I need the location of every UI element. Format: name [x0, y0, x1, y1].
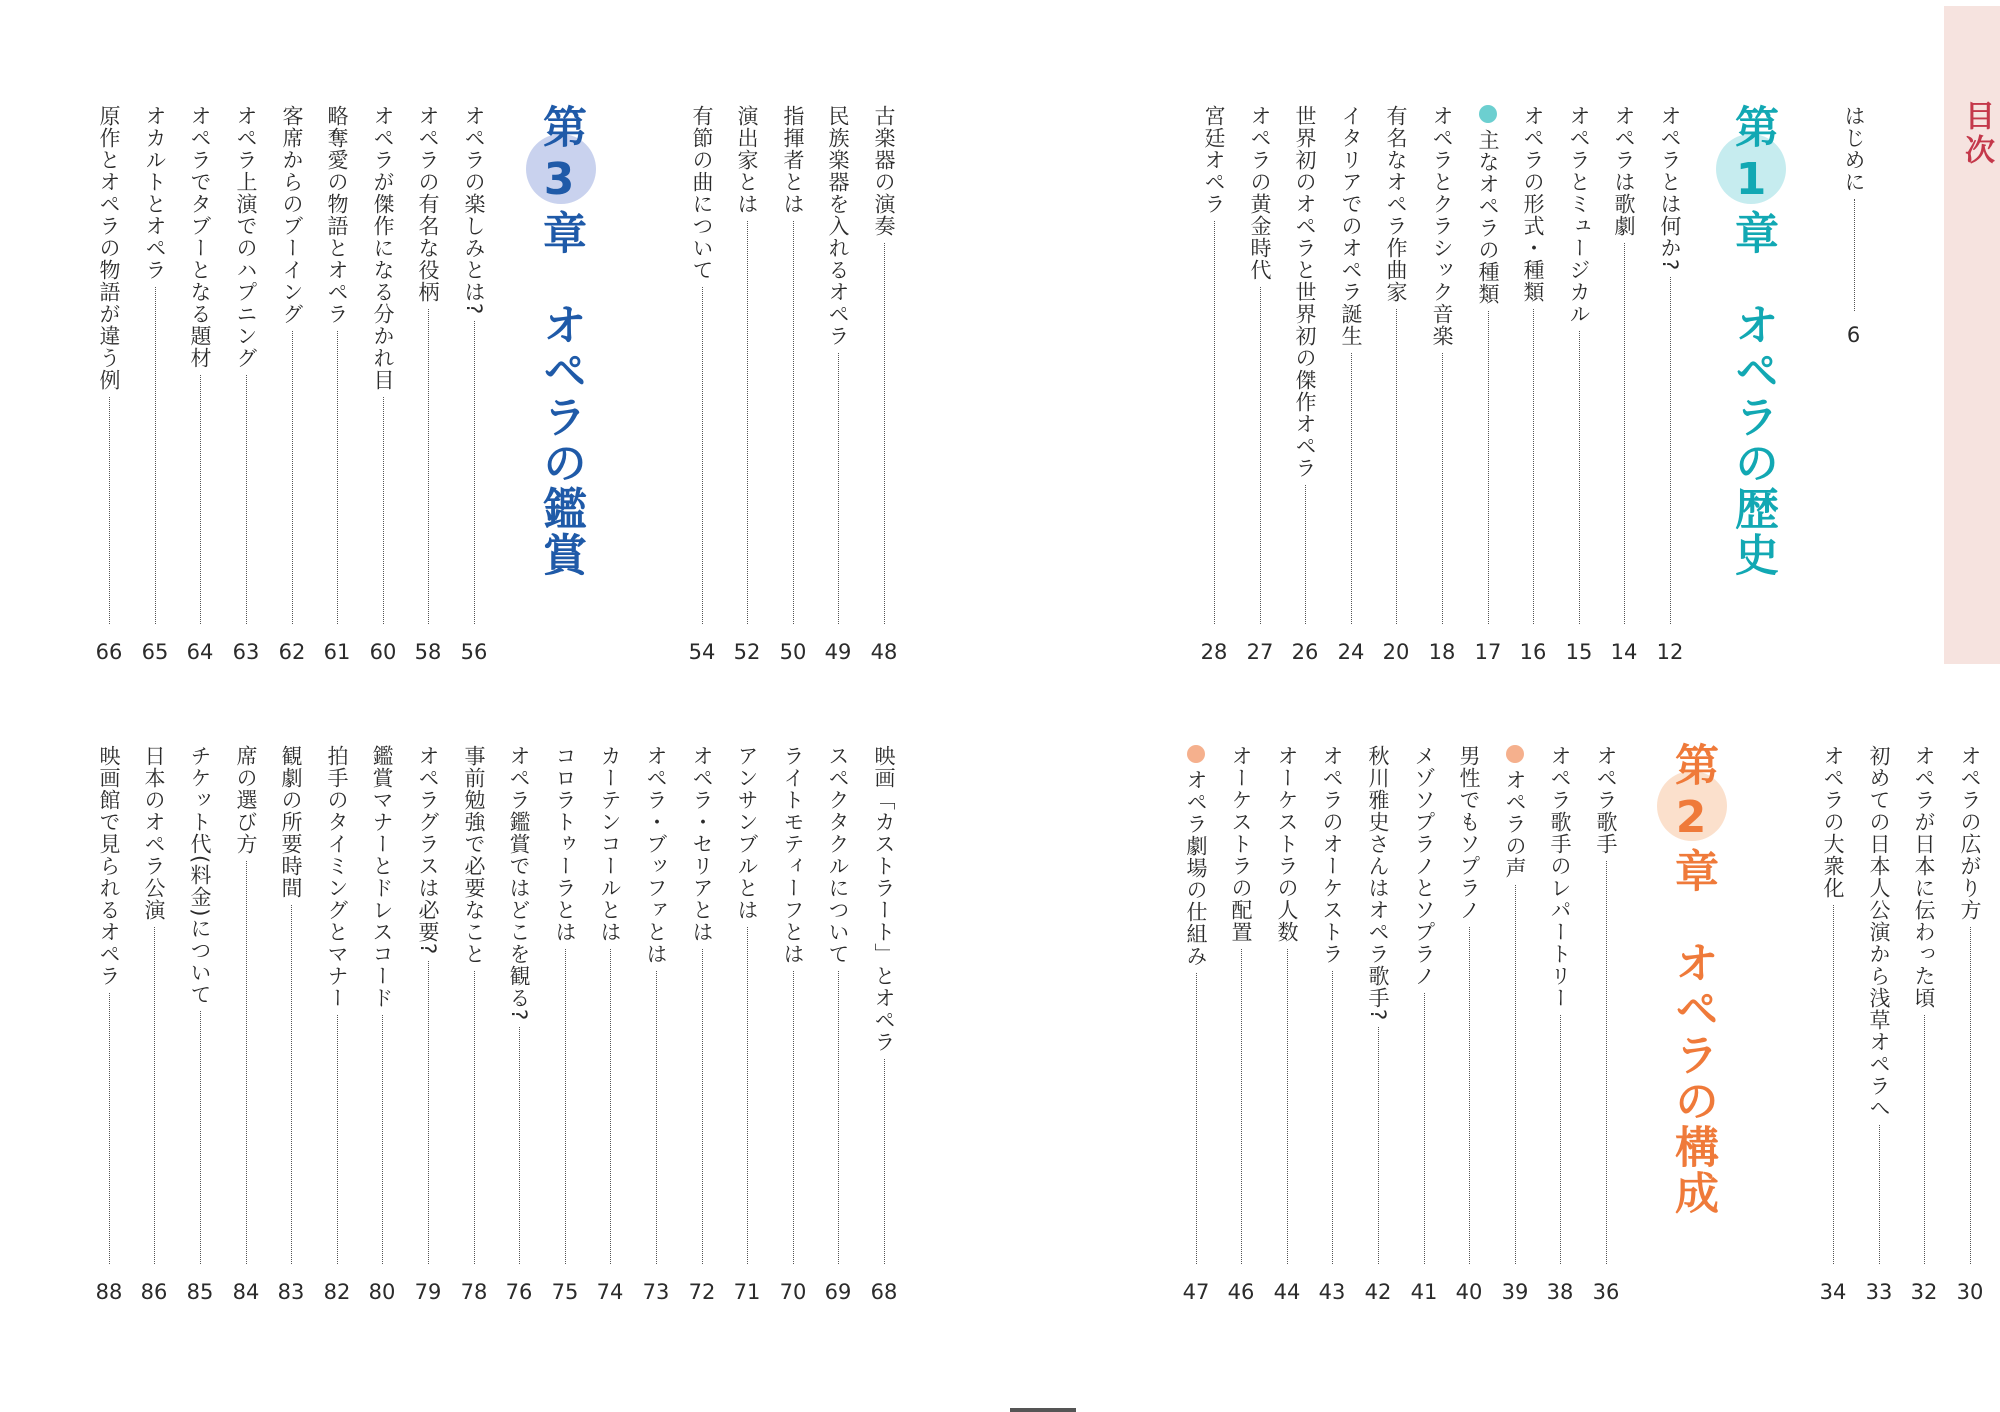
toc-entry-label: 主なオペラの種類	[1476, 129, 1500, 305]
toc-entry[interactable]	[864, 105, 904, 628]
toc-entry-page: 32	[1910, 1280, 1938, 1304]
toc-entry-label: オペラとは何か?	[1658, 105, 1682, 272]
leader-dots	[793, 971, 794, 1264]
toc-entry-label: オペラ歌手	[1594, 745, 1618, 855]
toc-entry-page: 72	[688, 1280, 716, 1304]
toc-entry[interactable]	[363, 105, 403, 628]
toc-entry-label: オペラの広がり方	[1958, 745, 1982, 921]
leader-dots	[1560, 1015, 1561, 1264]
toc-entry-page: 85	[186, 1280, 214, 1304]
toc-entry-label: オペラの形式・種類	[1521, 105, 1545, 303]
section-bullet-icon	[1187, 745, 1205, 763]
leader-dots	[1196, 973, 1197, 1264]
toc-entry[interactable]	[773, 745, 813, 1268]
leader-dots	[1351, 353, 1352, 624]
toc-entry-label: オペラ・セリアとは	[690, 745, 714, 943]
section-bullet-icon	[1479, 105, 1497, 123]
toc-entry-label: 演出家とは	[735, 105, 759, 215]
toc-entry-page: 17	[1474, 640, 1502, 664]
toc-entry[interactable]	[1285, 105, 1325, 628]
toc-entry-page: 70	[779, 1280, 807, 1304]
toc-entry-page: 6	[1846, 323, 1862, 347]
toc-entry[interactable]	[864, 745, 904, 1268]
toc-entry[interactable]	[180, 105, 220, 628]
toc-entry-label: 鑑賞マナーとドレスコード	[370, 745, 394, 1009]
leader-dots	[109, 397, 110, 624]
chapter-2-heading: 第2章 オペラの構成	[1667, 742, 1718, 1216]
leader-dots	[1287, 949, 1288, 1264]
toc-entry-label: オカルトとオペラ	[143, 105, 167, 281]
toc-entry-page: 65	[141, 640, 169, 664]
leader-dots	[200, 1011, 201, 1264]
leader-dots	[565, 949, 566, 1264]
toc-entry-page: 52	[733, 640, 761, 664]
toc-entry[interactable]	[1194, 105, 1234, 628]
leader-dots	[1469, 927, 1470, 1264]
toc-entry[interactable]	[454, 745, 494, 1268]
toc-entry-page: 46	[1227, 1280, 1255, 1304]
toc-entry-label: はじめに	[1842, 105, 1866, 193]
leader-dots	[838, 971, 839, 1264]
toc-entry[interactable]	[1513, 105, 1553, 628]
toc-title: 目次	[1959, 100, 1994, 168]
toc-entry[interactable]	[271, 745, 311, 1268]
toc-entry[interactable]	[1312, 745, 1352, 1268]
toc-entry-page: 83	[277, 1280, 305, 1304]
toc-entry-label: 有名なオペラ作曲家	[1384, 105, 1408, 303]
leader-dots	[884, 243, 885, 624]
toc-entry-label: 事前勉強で必要なこと	[462, 745, 486, 965]
leader-dots	[382, 1015, 383, 1264]
toc-entry-page: 42	[1364, 1280, 1392, 1304]
leader-dots	[246, 861, 247, 1264]
leader-dots	[838, 353, 839, 624]
toc-entry-page: 40	[1455, 1280, 1483, 1304]
toc-entry-page: 74	[596, 1280, 624, 1304]
toc-entry-label: オペラでタブーとなる題材	[188, 105, 212, 369]
leader-dots	[428, 309, 429, 624]
toc-entry-label: 世界初のオペラと世界初の傑作オペラ	[1293, 105, 1317, 479]
leader-dots	[1670, 277, 1671, 624]
leader-dots	[1624, 243, 1625, 624]
page-edge-mark	[1010, 1408, 1076, 1412]
toc-entry-label: オペラとクラシック音楽	[1430, 105, 1454, 347]
toc-entry[interactable]	[1813, 745, 1853, 1268]
toc-entry-label: 初めての日本人公演から浅草オペラへ	[1867, 745, 1891, 1119]
toc-entry[interactable]	[226, 745, 266, 1268]
leader-dots	[519, 1027, 520, 1264]
leader-dots	[1260, 287, 1261, 624]
toc-entry-page: 71	[733, 1280, 761, 1304]
leader-dots	[1396, 309, 1397, 624]
toc-entry[interactable]	[134, 745, 174, 1268]
toc-entry-page: 86	[140, 1280, 168, 1304]
toc-entry-label: オペラの楽しみとは?	[462, 105, 486, 316]
toc-entry[interactable]	[1559, 105, 1599, 628]
leader-dots	[155, 287, 156, 624]
toc-entry[interactable]	[1422, 105, 1462, 628]
toc-entry-page: 82	[323, 1280, 351, 1304]
toc-entry-page: 16	[1519, 640, 1547, 664]
leader-dots	[747, 927, 748, 1264]
toc-entry-page: 30	[1956, 1280, 1984, 1304]
toc-entry-page: 54	[688, 640, 716, 664]
toc-entry-label: オペラ歌手のレパートリー	[1548, 745, 1572, 1009]
leader-dots	[383, 397, 384, 624]
toc-entry[interactable]	[682, 105, 722, 628]
toc-entry-page: 26	[1291, 640, 1319, 664]
leader-dots	[200, 375, 201, 624]
toc-entry-page: 36	[1592, 1280, 1620, 1304]
leader-dots	[1854, 199, 1855, 311]
toc-entry-label: オペラは歌劇	[1612, 105, 1636, 237]
toc-entry[interactable]	[1468, 105, 1508, 628]
toc-entry-intro[interactable]	[1834, 105, 1874, 355]
toc-entry-label: ライトモティーフとは	[781, 745, 805, 965]
toc-entry-label: オペラ鑑賞ではどこを観る?	[507, 745, 531, 1022]
toc-entry[interactable]	[1358, 745, 1398, 1268]
leader-dots	[292, 331, 293, 624]
toc-entry[interactable]	[1176, 745, 1216, 1268]
toc-entry-page: 60	[369, 640, 397, 664]
leader-dots	[1488, 311, 1489, 624]
toc-entry[interactable]	[545, 745, 585, 1268]
leader-dots	[154, 927, 155, 1264]
toc-entry-label: イタリアでのオペラ誕生	[1339, 105, 1363, 347]
toc-entry[interactable]	[1221, 745, 1261, 1268]
leader-dots	[1378, 1027, 1379, 1264]
leader-dots	[1442, 353, 1443, 624]
leader-dots	[1214, 221, 1215, 624]
leader-dots	[474, 971, 475, 1264]
toc-entry[interactable]	[1404, 745, 1444, 1268]
toc-entry[interactable]	[1376, 105, 1416, 628]
toc-entry[interactable]	[1240, 105, 1280, 628]
toc-entry-label: 有節の曲について	[690, 105, 714, 281]
leader-dots	[1241, 949, 1242, 1264]
toc-entry-label: オペラグラスは必要?	[416, 745, 440, 956]
toc-entry[interactable]	[818, 105, 858, 628]
toc-entry-page: 49	[824, 640, 852, 664]
toc-entry[interactable]	[1586, 745, 1626, 1268]
toc-entry-label: 略奪愛の物語とオペラ	[325, 105, 349, 325]
toc-entry-page: 39	[1501, 1280, 1529, 1304]
toc-entry-page: 12	[1656, 640, 1684, 664]
toc-entry[interactable]	[272, 105, 312, 628]
leader-dots	[109, 993, 110, 1264]
toc-entry[interactable]	[1540, 745, 1580, 1268]
toc-entry-label: 男性でもソプラノ	[1457, 745, 1481, 921]
toc-entry[interactable]	[1904, 745, 1944, 1268]
section-bullet-icon	[1506, 745, 1524, 763]
toc-entry-page: 76	[505, 1280, 533, 1304]
toc-entry-page: 41	[1410, 1280, 1438, 1304]
toc-entry[interactable]	[408, 105, 448, 628]
toc-entry[interactable]	[773, 105, 813, 628]
toc-entry-label: スペクタクルについて	[826, 745, 850, 965]
toc-entry[interactable]	[89, 745, 129, 1268]
leader-dots	[474, 321, 475, 624]
leader-dots	[291, 905, 292, 1264]
toc-entry-label: オペラの大衆化	[1821, 745, 1845, 899]
toc-entry[interactable]	[1449, 745, 1489, 1268]
toc-entry[interactable]	[727, 745, 767, 1268]
leader-dots	[793, 221, 794, 624]
toc-entry-label: オペラの声	[1503, 769, 1527, 879]
toc-entry-label: 民族楽器を入れるオペラ	[826, 105, 850, 347]
toc-entry[interactable]	[590, 745, 630, 1268]
leader-dots	[1606, 861, 1607, 1264]
toc-entry[interactable]	[636, 745, 676, 1268]
leader-dots	[656, 971, 657, 1264]
toc-entry-label: オペラの黄金時代	[1248, 105, 1272, 281]
toc-entry-label: 宮廷オペラ	[1202, 105, 1226, 215]
toc-entry[interactable]	[727, 105, 767, 628]
leader-dots	[1833, 905, 1834, 1264]
toc-entry[interactable]	[408, 745, 448, 1268]
leader-dots	[1305, 485, 1306, 624]
toc-entry[interactable]	[1950, 745, 1990, 1268]
toc-entry-page: 33	[1865, 1280, 1893, 1304]
toc-entry-label: オペラ・ブッファとは	[644, 745, 668, 965]
toc-entry[interactable]	[226, 105, 266, 628]
leader-dots	[1879, 1125, 1880, 1264]
toc-entry[interactable]	[317, 745, 357, 1268]
leader-dots	[610, 949, 611, 1264]
toc-entry-page: 75	[551, 1280, 579, 1304]
toc-entry-label: オペラの有名な役柄	[416, 105, 440, 303]
toc-entry[interactable]	[362, 745, 402, 1268]
toc-entry-page: 14	[1610, 640, 1638, 664]
toc-entry-label: 秋川雅史さんはオペラ歌手?	[1366, 745, 1390, 1022]
toc-entry-label: 日本のオペラ公演	[142, 745, 166, 921]
toc-entry[interactable]	[818, 745, 858, 1268]
toc-entry-page: 78	[460, 1280, 488, 1304]
toc-entry-page: 84	[232, 1280, 260, 1304]
toc-entry-label: 拍手のタイミングとマナー	[325, 745, 349, 1009]
toc-entry[interactable]	[89, 105, 129, 628]
leader-dots	[1970, 927, 1971, 1264]
toc-entry-page: 79	[414, 1280, 442, 1304]
toc-entry-page: 62	[278, 640, 306, 664]
leader-dots	[1533, 309, 1534, 624]
toc-entry-page: 18	[1428, 640, 1456, 664]
toc-entry-label: 映画「カストラート」とオペラ	[872, 745, 896, 1053]
toc-entry-label: オペラとミュージカル	[1567, 105, 1591, 325]
leader-dots	[428, 961, 429, 1264]
toc-entry[interactable]	[499, 745, 539, 1268]
toc-entry[interactable]	[1331, 105, 1371, 628]
toc-entry-page: 50	[779, 640, 807, 664]
toc-entry-label: カーテンコールとは	[598, 745, 622, 943]
leader-dots	[702, 949, 703, 1264]
toc-entry[interactable]	[1604, 105, 1644, 628]
toc-entry-label: 原作とオペラの物語が違う例	[97, 105, 121, 391]
toc-entry-page: 27	[1246, 640, 1274, 664]
toc-entry-page: 73	[642, 1280, 670, 1304]
toc-entry-page: 20	[1382, 640, 1410, 664]
toc-entry-page: 63	[232, 640, 260, 664]
toc-entry-label: オペラ劇場の仕組み	[1184, 769, 1208, 967]
toc-entry-page: 15	[1565, 640, 1593, 664]
toc-entry-label: 席の選び方	[234, 745, 258, 855]
toc-entry-page: 64	[186, 640, 214, 664]
leader-dots	[747, 221, 748, 624]
toc-entry-page: 24	[1337, 640, 1365, 664]
toc-entry-label: 客席からのブーイング	[280, 105, 304, 325]
leader-dots	[337, 331, 338, 624]
toc-entry-page: 47	[1182, 1280, 1210, 1304]
toc-entry[interactable]	[1267, 745, 1307, 1268]
toc-entry-label: オペラが日本に伝わった頃	[1912, 745, 1936, 1009]
chapter-3-heading: 第3章 オペラの鑑賞	[535, 104, 586, 578]
toc-entry-page: 43	[1318, 1280, 1346, 1304]
toc-entry[interactable]	[1495, 745, 1535, 1268]
toc-entry-label: オペラのオーケストラ	[1320, 745, 1344, 965]
toc-entry[interactable]	[317, 105, 357, 628]
leader-dots	[1515, 885, 1516, 1264]
toc-entry[interactable]	[135, 105, 175, 628]
leader-dots	[337, 1015, 338, 1264]
toc-entry[interactable]	[682, 745, 722, 1268]
toc-entry-label: 観劇の所要時間	[279, 745, 303, 899]
toc-entry-page: 56	[460, 640, 488, 664]
toc-entry-label: オペラが傑作になる分かれ目	[371, 105, 395, 391]
toc-entry-label: アンサンブルとは	[735, 745, 759, 921]
toc-entry[interactable]	[1650, 105, 1690, 628]
toc-entry-label: 指揮者とは	[781, 105, 805, 215]
toc-entry-page: 28	[1200, 640, 1228, 664]
toc-entry-label: オーケストラの人数	[1275, 745, 1299, 943]
toc-entry-label: オペラ上演でのハプニング	[234, 105, 258, 369]
leader-dots	[1924, 1015, 1925, 1264]
toc-entry[interactable]	[454, 105, 494, 628]
toc-entry-label: メゾソプラノとソプラノ	[1412, 745, 1436, 987]
toc-entry-page: 34	[1819, 1280, 1847, 1304]
toc-entry-label: 古楽器の演奏	[872, 105, 896, 237]
leader-dots	[1579, 331, 1580, 624]
leader-dots	[246, 375, 247, 624]
toc-entry-label: 映画館で見られるオペラ	[97, 745, 121, 987]
toc-entry-page: 44	[1273, 1280, 1301, 1304]
toc-entry-label: コロラトゥーラとは	[553, 745, 577, 943]
toc-entry-page: 88	[95, 1280, 123, 1304]
chapter-1-heading: 第1章 オペラの歴史	[1727, 104, 1778, 578]
toc-entry-label: オーケストラの配置	[1229, 745, 1253, 943]
leader-dots	[1332, 971, 1333, 1264]
toc-entry-page: 66	[95, 640, 123, 664]
toc-entry-page: 48	[870, 640, 898, 664]
toc-entry-page: 38	[1546, 1280, 1574, 1304]
leader-dots	[884, 1059, 885, 1264]
toc-entry[interactable]	[1859, 745, 1899, 1268]
toc-entry[interactable]	[180, 745, 220, 1268]
toc-entry-page: 69	[824, 1280, 852, 1304]
toc-entry-label: チケット代(料金)について	[188, 745, 212, 1006]
toc-entry-page: 61	[323, 640, 351, 664]
leader-dots	[702, 287, 703, 624]
leader-dots	[1424, 993, 1425, 1264]
toc-entry-page: 80	[368, 1280, 396, 1304]
toc-entry-page: 68	[870, 1280, 898, 1304]
toc-entry-page: 58	[414, 640, 442, 664]
